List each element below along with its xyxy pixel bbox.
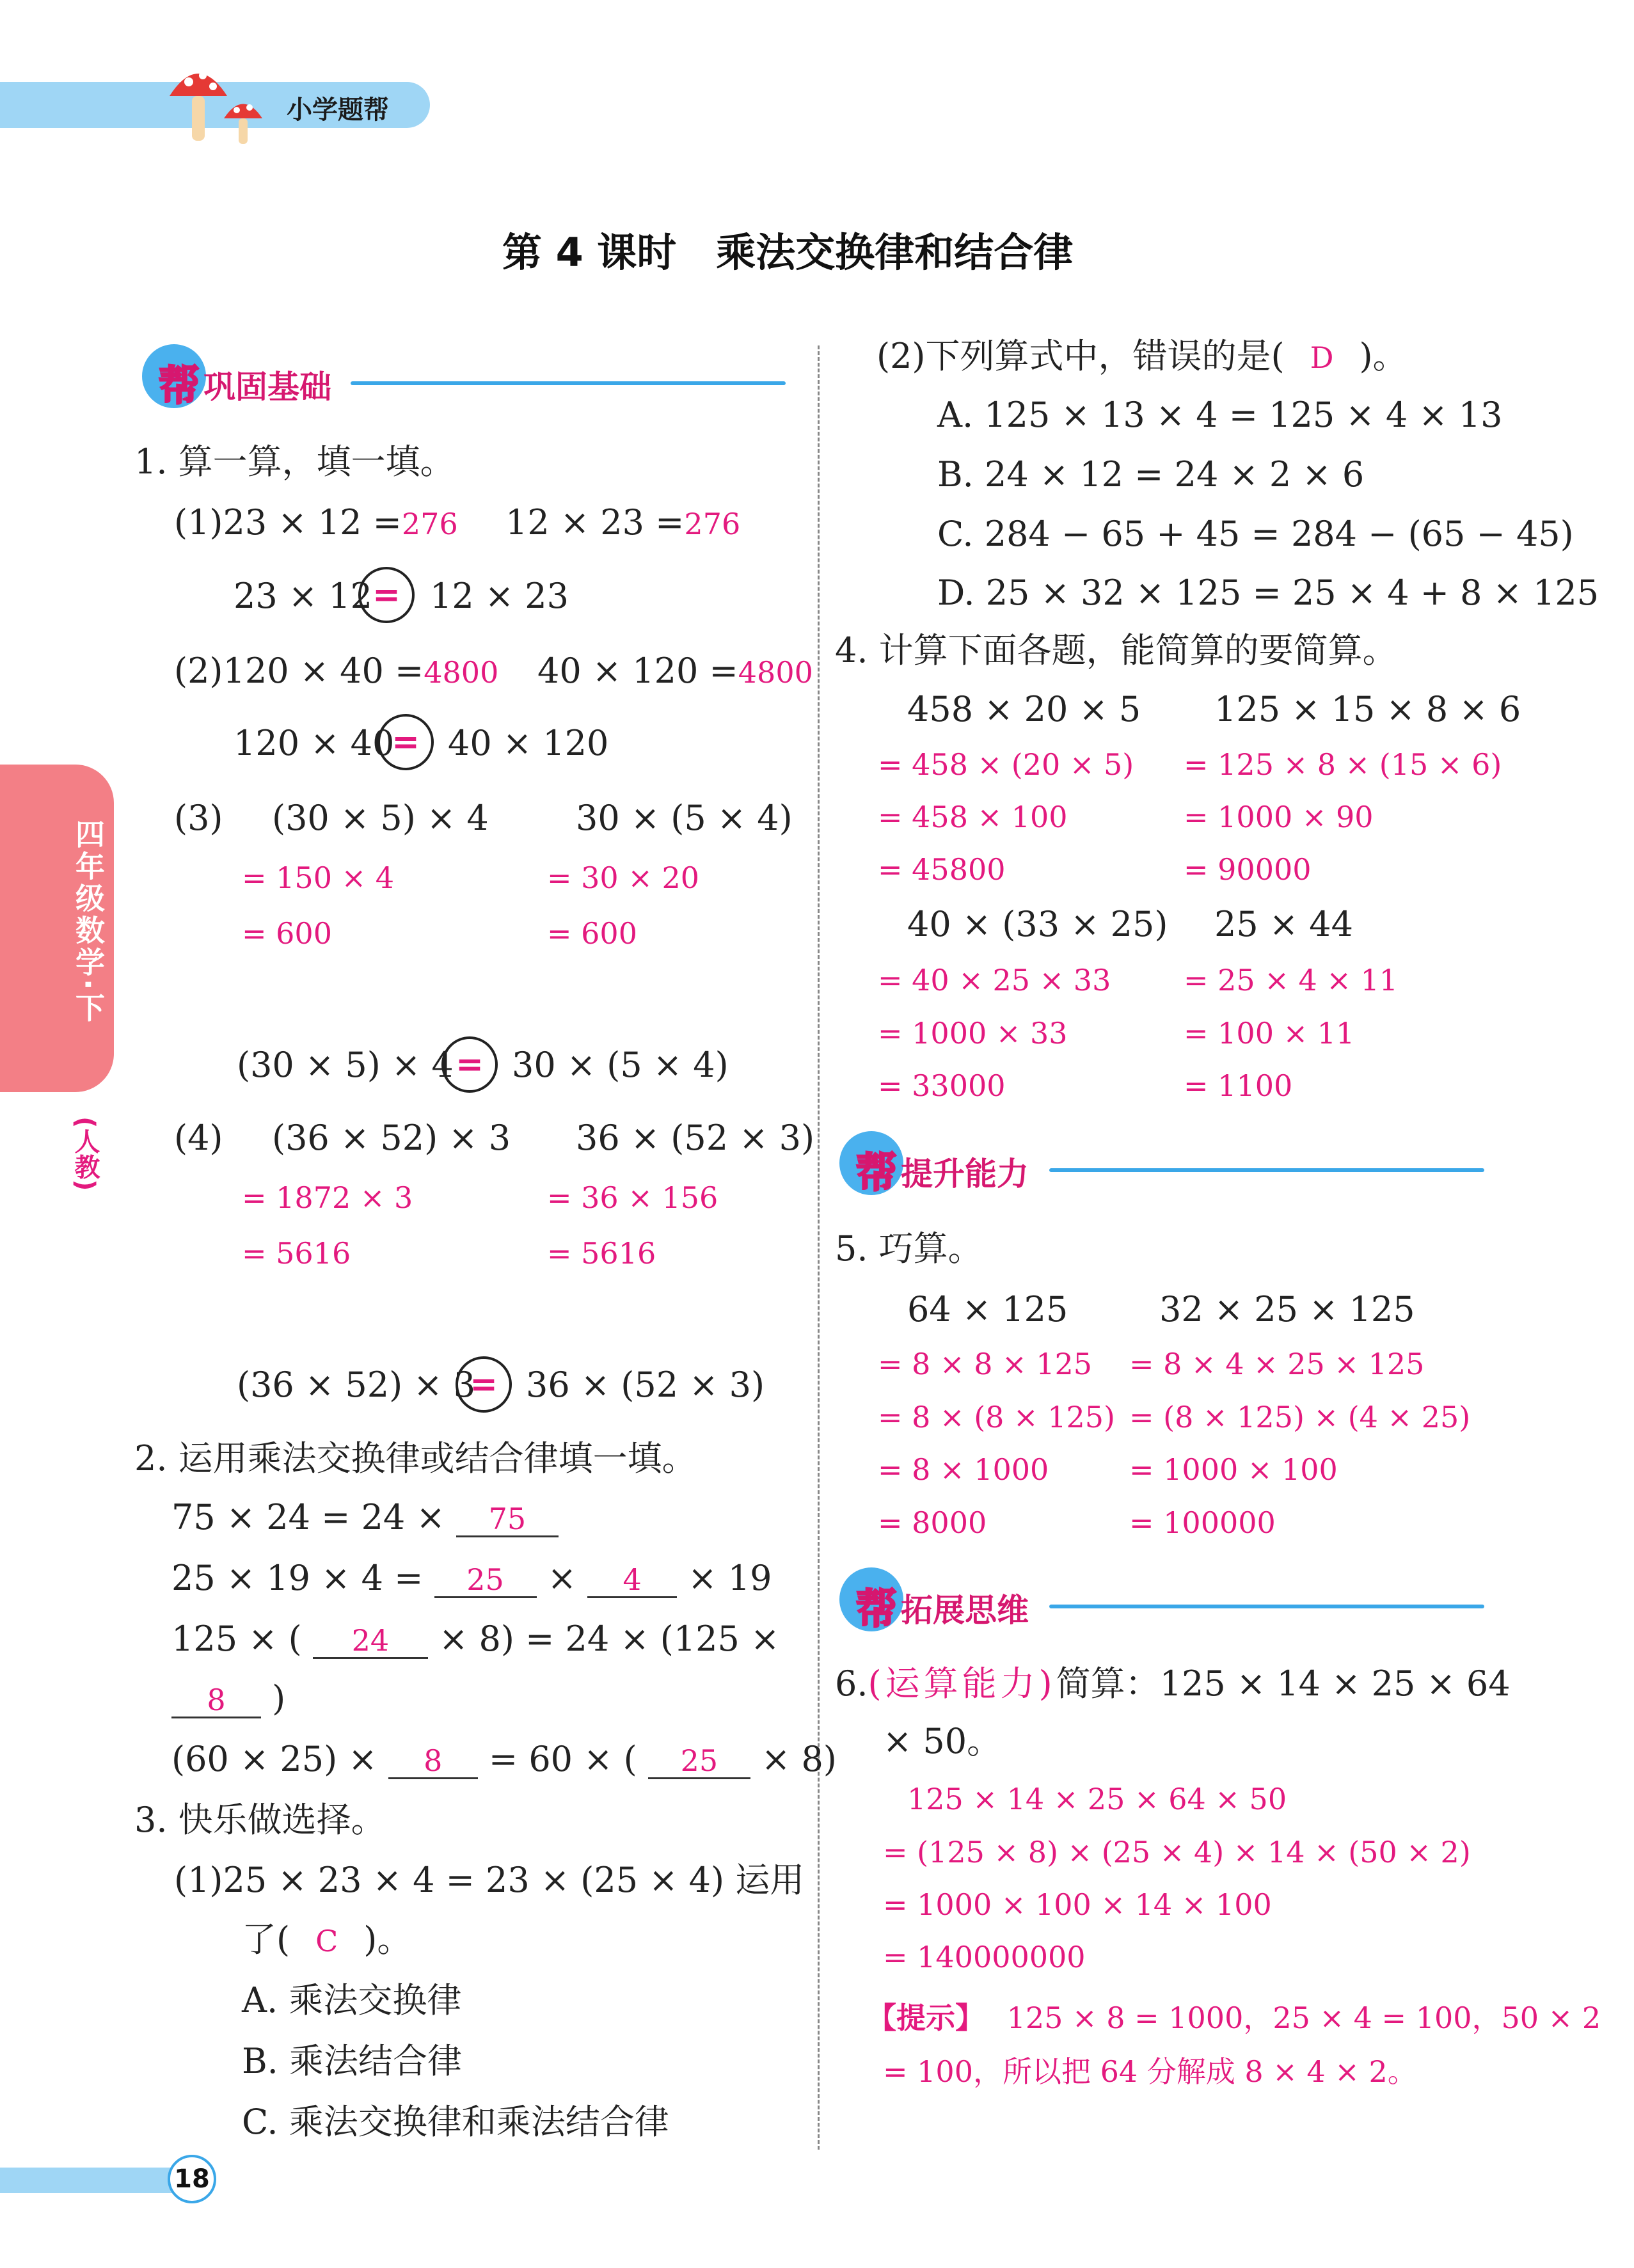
step: = 1000 × 100 bbox=[1129, 1452, 1338, 1487]
hint-text: 125 × 8 = 1000，25 × 4 = 100，50 × 2 bbox=[1006, 2001, 1601, 2035]
skill-tag: (运算能力) bbox=[868, 1663, 1056, 1704]
q3-p2-stem bbox=[876, 336, 1408, 376]
step: = 8 × (8 × 125) bbox=[878, 1400, 1115, 1434]
column-divider bbox=[818, 345, 820, 2150]
hint-label: 【提示】 bbox=[867, 2001, 985, 2035]
step: = 100 × 11 bbox=[1184, 1016, 1355, 1051]
q5-title: 5. 巧算。 bbox=[835, 1228, 983, 1269]
stem-text: )。 bbox=[1359, 336, 1408, 376]
sidebar-edition: (人教) bbox=[70, 1116, 100, 1191]
q1-p1-left bbox=[174, 502, 458, 543]
step: = 5616 bbox=[242, 1236, 351, 1271]
hint-line-2: = 100，所以把 64 分解成 8 × 4 × 2。 bbox=[883, 2054, 1417, 2089]
answer: 276 bbox=[684, 507, 741, 541]
q1-p3-cmp-left: (30 × 5) × 4 bbox=[237, 1045, 454, 1085]
compare-circle: = bbox=[377, 714, 434, 770]
answer-blank: 75 bbox=[456, 1503, 559, 1537]
step: = 30 × 20 bbox=[547, 860, 700, 895]
section-bang: 帮 bbox=[856, 1586, 897, 1633]
q1-p3-label: (3) bbox=[174, 798, 223, 838]
step: = 36 × 156 bbox=[547, 1180, 718, 1215]
step: = 1100 bbox=[1184, 1068, 1293, 1103]
q4-expr3: 40 × (33 × 25) bbox=[907, 904, 1168, 944]
q1-title: 1. 算一算，填一填。 bbox=[134, 441, 455, 482]
step: = 25 × 4 × 11 bbox=[1184, 963, 1399, 997]
option: D. 25 × 32 × 125 = 25 × 4 + 8 × 125 bbox=[937, 573, 1599, 613]
option: B. 24 × 12 = 24 × 2 × 6 bbox=[937, 454, 1365, 495]
compare-circle: = bbox=[358, 567, 415, 623]
step: = 8 × 8 × 125 bbox=[878, 1347, 1093, 1381]
q1-p2-cmp-right: 40 × 120 bbox=[448, 723, 609, 763]
answer: D bbox=[1310, 340, 1334, 375]
step: = 45800 bbox=[878, 852, 1006, 887]
compare-circle: = bbox=[441, 1036, 498, 1093]
answer-blank: 8 bbox=[388, 1745, 478, 1779]
expression: × bbox=[547, 1558, 576, 1598]
q5-expr2: 32 × 25 × 125 bbox=[1159, 1289, 1415, 1329]
answer-blank: 4 bbox=[587, 1564, 677, 1598]
expression: ) bbox=[272, 1678, 286, 1718]
mushroom-icon bbox=[163, 58, 278, 147]
section-label: 提升能力 bbox=[901, 1155, 1029, 1193]
section-label: 巩固基础 bbox=[203, 369, 331, 406]
expression: 25 × 19 × 4 = bbox=[171, 1558, 424, 1598]
q1-p3-expr-left: (30 × 5) × 4 bbox=[272, 798, 489, 838]
expression: × 19 bbox=[688, 1558, 772, 1598]
option: B. 乘法结合律 bbox=[242, 2041, 463, 2081]
q2-row1 bbox=[171, 1497, 559, 1537]
expression: 125 × ( bbox=[171, 1619, 302, 1659]
q1-p1-cmp-right: 12 × 23 bbox=[430, 576, 569, 616]
step: = 5616 bbox=[547, 1236, 656, 1271]
option: C. 乘法交换律和乘法结合律 bbox=[242, 2102, 669, 2142]
q3-p1-stem2 bbox=[242, 1919, 412, 1960]
expression: 75 × 24 = 24 × bbox=[171, 1497, 445, 1537]
expression: (60 × 25) × bbox=[171, 1739, 377, 1779]
expression: × 8) = 24 × (125 × bbox=[439, 1619, 780, 1659]
q4-expr2: 125 × 15 × 8 × 6 bbox=[1214, 689, 1521, 729]
q6-stem-cont: × 50。 bbox=[883, 1721, 1002, 1761]
q1-p4-cmp-right: 36 × (52 × 3) bbox=[526, 1365, 765, 1405]
q4-expr4: 25 × 44 bbox=[1214, 904, 1354, 944]
compare-circle: = bbox=[456, 1356, 512, 1413]
step: = 125 × 8 × (15 × 6) bbox=[1184, 747, 1502, 782]
section-bang: 帮 bbox=[159, 363, 200, 410]
answer: 4800 bbox=[424, 655, 499, 690]
expression: × 8) bbox=[761, 1739, 837, 1779]
q1-p4-cmp-left: (36 × 52) × 3 bbox=[237, 1365, 476, 1405]
q1-p2-left bbox=[174, 651, 499, 691]
q1-p4-expr-right: 36 × (52 × 3) bbox=[576, 1118, 815, 1158]
stem-text: )。 bbox=[363, 1919, 412, 1960]
stem-text: 了( bbox=[242, 1919, 290, 1960]
stem-text: (2)下列算式中，错误的是( bbox=[876, 336, 1285, 376]
answer-blank: 24 bbox=[313, 1624, 428, 1659]
step: = (125 × 8) × (25 × 4) × 14 × (50 × 2) bbox=[883, 1835, 1471, 1869]
step: = 8 × 1000 bbox=[878, 1452, 1049, 1487]
stem-text: 简算：125 × 14 × 25 × 64 bbox=[1056, 1663, 1511, 1704]
q1-p3-expr-right: 30 × (5 × 4) bbox=[576, 798, 793, 838]
q6-stem bbox=[835, 1663, 1511, 1704]
step: = 600 bbox=[242, 916, 332, 951]
step: = 150 × 4 bbox=[242, 860, 395, 895]
step: = 90000 bbox=[1184, 852, 1312, 887]
answer-blank: 25 bbox=[648, 1745, 750, 1779]
q1-p4-expr-left: (36 × 52) × 3 bbox=[272, 1118, 511, 1158]
step: = 458 × 100 bbox=[878, 800, 1068, 834]
answer-blank: 25 bbox=[434, 1564, 537, 1598]
expression: 40 × 120 = bbox=[537, 651, 738, 691]
option: A. 乘法交换律 bbox=[242, 1980, 462, 2020]
step: = 8000 bbox=[878, 1505, 987, 1540]
q3-title: 3. 快乐做选择。 bbox=[134, 1800, 386, 1840]
q2-row4 bbox=[171, 1739, 837, 1779]
expression: (2)120 × 40 = bbox=[174, 651, 424, 691]
q4-title: 4. 计算下面各题，能简算的要简算。 bbox=[835, 630, 1397, 670]
step: = 8 × 4 × 25 × 125 bbox=[1129, 1347, 1425, 1381]
step: = 140000000 bbox=[883, 1940, 1086, 1974]
answer: 4800 bbox=[738, 655, 813, 690]
step: = (8 × 125) × (4 × 25) bbox=[1129, 1400, 1471, 1434]
q1-p2-right bbox=[537, 651, 813, 691]
footer-bar bbox=[0, 2168, 192, 2193]
step: = 100000 bbox=[1129, 1505, 1276, 1540]
page-number: 18 bbox=[168, 2155, 216, 2203]
step: 125 × 14 × 25 × 64 × 50 bbox=[907, 1782, 1287, 1816]
q4-expr1: 458 × 20 × 5 bbox=[907, 689, 1141, 729]
step: = 1000 × 100 × 14 × 100 bbox=[883, 1887, 1272, 1922]
q2-title: 2. 运用乘法交换律或结合律填一填。 bbox=[134, 1438, 697, 1479]
q5-expr1: 64 × 125 bbox=[907, 1289, 1068, 1329]
expression: = 60 × ( bbox=[488, 1739, 637, 1779]
option: C. 284 − 65 + 45 = 284 − (65 − 45) bbox=[937, 514, 1574, 554]
q1-p4-label: (4) bbox=[174, 1118, 223, 1158]
q2-row3 bbox=[171, 1619, 780, 1659]
step: = 1872 × 3 bbox=[242, 1180, 413, 1215]
q2-row2 bbox=[171, 1558, 772, 1598]
step: = 33000 bbox=[878, 1068, 1006, 1103]
q1-p1-right bbox=[505, 502, 741, 543]
q3-p1-stem: (1)25 × 23 × 4 = 23 × (25 × 4) 运用 bbox=[174, 1860, 805, 1900]
step: = 458 × (20 × 5) bbox=[878, 747, 1134, 782]
option: A. 125 × 13 × 4 = 125 × 4 × 13 bbox=[937, 395, 1503, 435]
step: = 40 × 25 × 33 bbox=[878, 963, 1111, 997]
q1-p1-cmp-left: 23 × 12 bbox=[234, 576, 373, 616]
answer: 276 bbox=[401, 507, 458, 541]
section-label: 拓展思维 bbox=[901, 1592, 1029, 1629]
section-bang: 帮 bbox=[856, 1150, 897, 1197]
q1-p3-cmp-right: 30 × (5 × 4) bbox=[512, 1045, 729, 1085]
answer-blank: 8 bbox=[171, 1684, 261, 1718]
question-number: 6. bbox=[835, 1663, 868, 1704]
q1-p2-cmp-left: 120 × 40 bbox=[234, 723, 395, 763]
page-title: 第 4 课时 乘法交换律和结合律 bbox=[502, 229, 1074, 276]
expression: 12 × 23 = bbox=[505, 502, 685, 543]
hint-line bbox=[867, 1995, 1601, 2037]
sidebar-grade: 四年级数学·下 bbox=[71, 819, 106, 1025]
step: = 1000 × 90 bbox=[1184, 800, 1374, 834]
brand-name: 小学题帮 bbox=[287, 95, 389, 125]
expression: (1)23 × 12 = bbox=[174, 502, 402, 543]
step: = 1000 × 33 bbox=[878, 1016, 1068, 1051]
step: = 600 bbox=[547, 916, 637, 951]
answer: C bbox=[315, 1924, 338, 1958]
q2-row3-cont bbox=[171, 1678, 286, 1718]
